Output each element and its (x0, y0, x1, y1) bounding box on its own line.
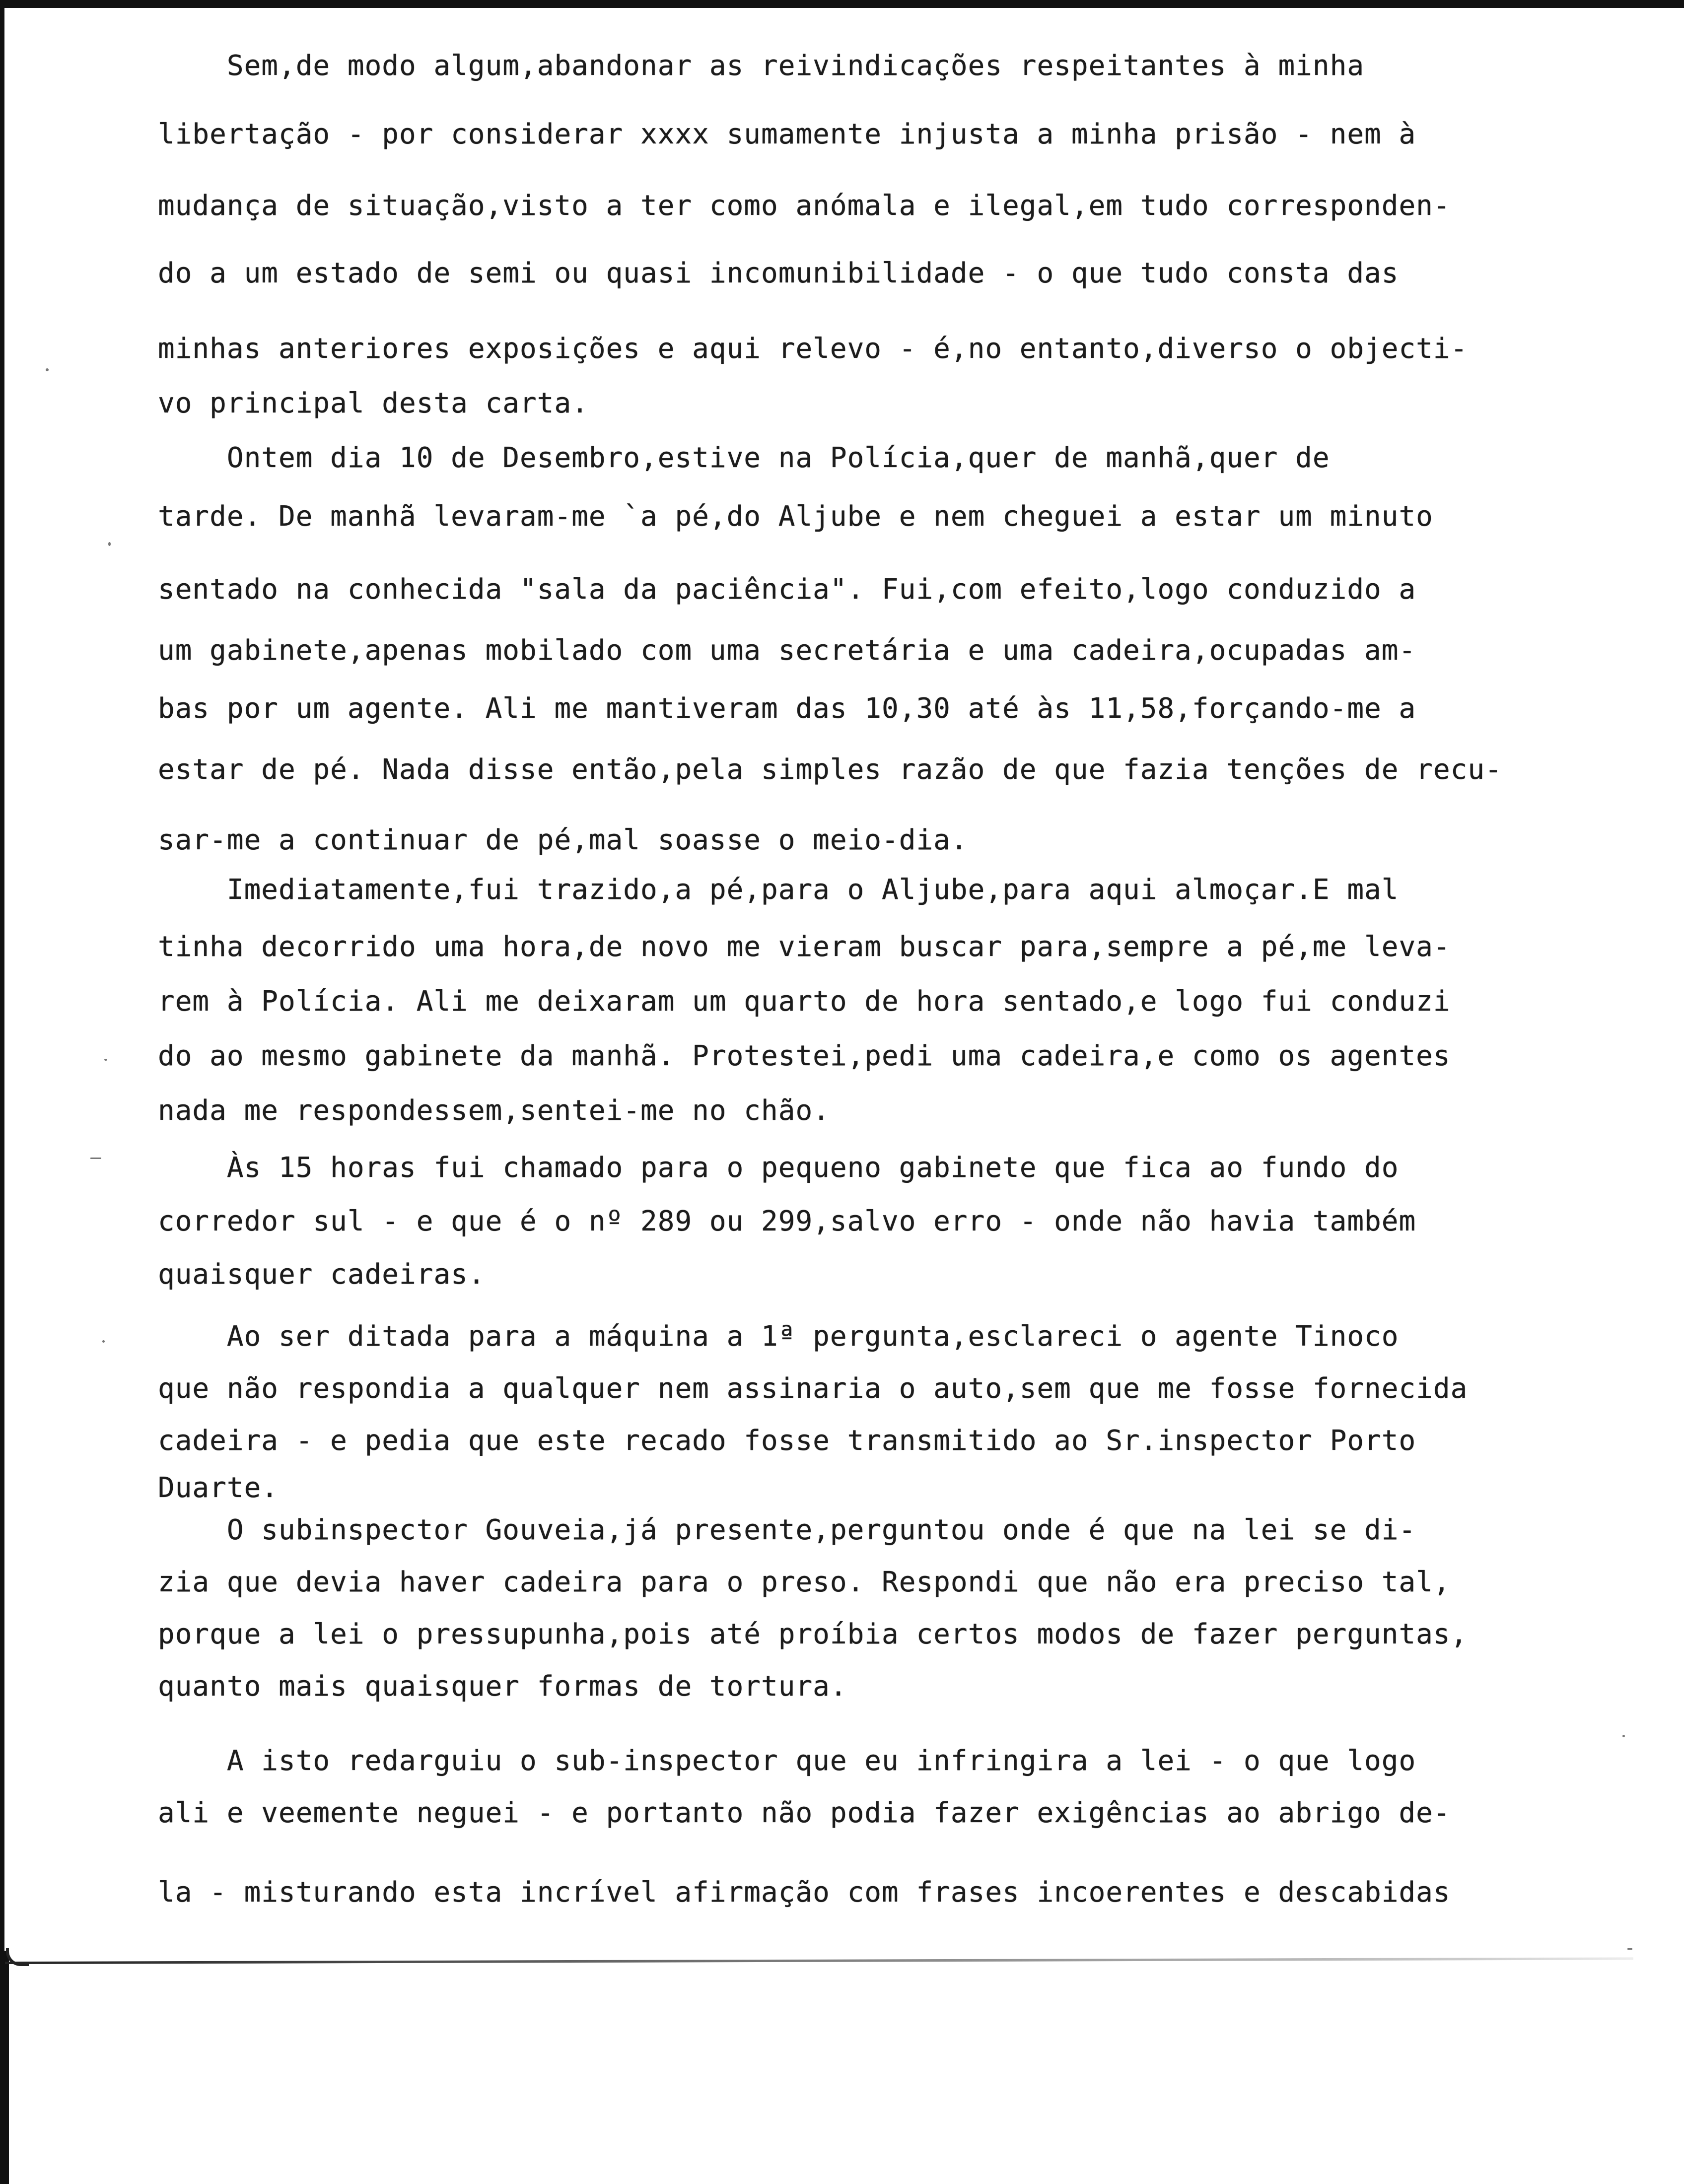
letter-line: Imediatamente,fui trazido,a pé,para o Aljube,para aqui almoçar.E mal (158, 874, 1399, 906)
letter-line: Duarte. (158, 1472, 279, 1504)
letter-line: rem à Polícia. Ali me deixaram um quarto de hora sentado,e logo fui conduzi (158, 985, 1451, 1018)
letter-line: sar-me a continuar de pé,mal soasse o meio-dia. (158, 824, 968, 856)
letter-line: Ao ser ditada para a máquina a 1ª pergunta,esclareci o agente Tinoco (158, 1320, 1399, 1353)
scan-speck (104, 1059, 107, 1061)
letter-line: estar de pé. Nada disse então,pela simples razão de que fazia tenções de recu- (158, 753, 1502, 786)
letter-line: vo principal desta carta. (158, 387, 589, 419)
scan-speck (108, 542, 111, 546)
scan-speck (1627, 1948, 1632, 1950)
letter-line: la - misturando esta incrível afirmação com frases incoerentes e descabidas (158, 1876, 1451, 1909)
letter-line: libertação - por considerar xxxx sumamente injusta a minha prisão - nem à (158, 118, 1416, 150)
letter-line: sentado na conhecida "sala da paciência". Fui,com efeito,logo conduzido a (158, 573, 1416, 606)
letter-line: nada me respondessem,sentei-me no chão. (158, 1094, 830, 1127)
scan-border-left (0, 0, 4, 2184)
letter-line: do a um estado de semi ou quasi incomunibilidade - o que tudo consta das (158, 257, 1399, 289)
letter-line: corredor sul - e que é o nº 289 ou 299,salvo erro - onde não havia também (158, 1205, 1416, 1237)
letter-line: Sem,de modo algum,abandonar as reivindicações respeitantes à minha (158, 50, 1365, 82)
letter-line: bas por um agente. Ali me mantiveram das 10,30 até às 11,58,forçando-me a (158, 692, 1416, 725)
letter-line: zia que devia haver cadeira para o preso. Respondi que não era preciso tal, (158, 1566, 1451, 1598)
letter-line: tinha decorrido uma hora,de novo me vieram buscar para,sempre a pé,me leva- (158, 931, 1451, 963)
letter-line: cadeira - e pedia que este recado fosse transmitido ao Sr.inspector Porto (158, 1425, 1416, 1457)
letter-line: quaisquer cadeiras. (158, 1258, 486, 1291)
letter-line: do ao mesmo gabinete da manhã. Protestei,pedi uma cadeira,e como os agentes (158, 1040, 1451, 1072)
letter-line: que não respondia a qualquer nem assinaria o auto,sem que me fosse fornecida (158, 1372, 1468, 1405)
letter-line: minhas anteriores exposições e aqui relevo - é,no entanto,diverso o objecti- (158, 333, 1468, 365)
page-fold-line (5, 1957, 1633, 1964)
letter-line: mudança de situação,visto a ter como anómala e ilegal,em tudo corresponden- (158, 190, 1451, 222)
letter-line: um gabinete,apenas mobilado com uma secretária e uma cadeira,ocupadas am- (158, 634, 1416, 667)
letter-line: porque a lei o pressupunha,pois até proíbia certos modos de fazer perguntas, (158, 1618, 1468, 1650)
scan-border-left-lower (0, 1951, 9, 2184)
letter-line: quanto mais quaisquer formas de tortura. (158, 1670, 847, 1703)
letter-line: ali e veemente neguei - e portanto não podia fazer exigências ao abrigo de- (158, 1797, 1451, 1829)
letter-line: O subinspector Gouveia,já presente,perguntou onde é que na lei se di- (158, 1514, 1416, 1546)
scan-speck (90, 1158, 101, 1159)
scan-speck (46, 368, 49, 371)
letter-line: Ontem dia 10 de Desembro,estive na Polícia,quer de manhã,quer de (158, 442, 1330, 474)
letter-line: tarde. De manhã levaram-me `a pé,do Aljube e nem cheguei a estar um minuto (158, 500, 1433, 533)
letter-line: Às 15 horas fui chamado para o pequeno gabinete que fica ao fundo do (158, 1152, 1399, 1184)
scan-border-top (0, 0, 1684, 8)
scan-speck (102, 1340, 105, 1343)
letter-line: A isto redarguiu o sub-inspector que eu infringira a lei - o que logo (158, 1745, 1416, 1777)
scan-speck (1622, 1735, 1625, 1737)
